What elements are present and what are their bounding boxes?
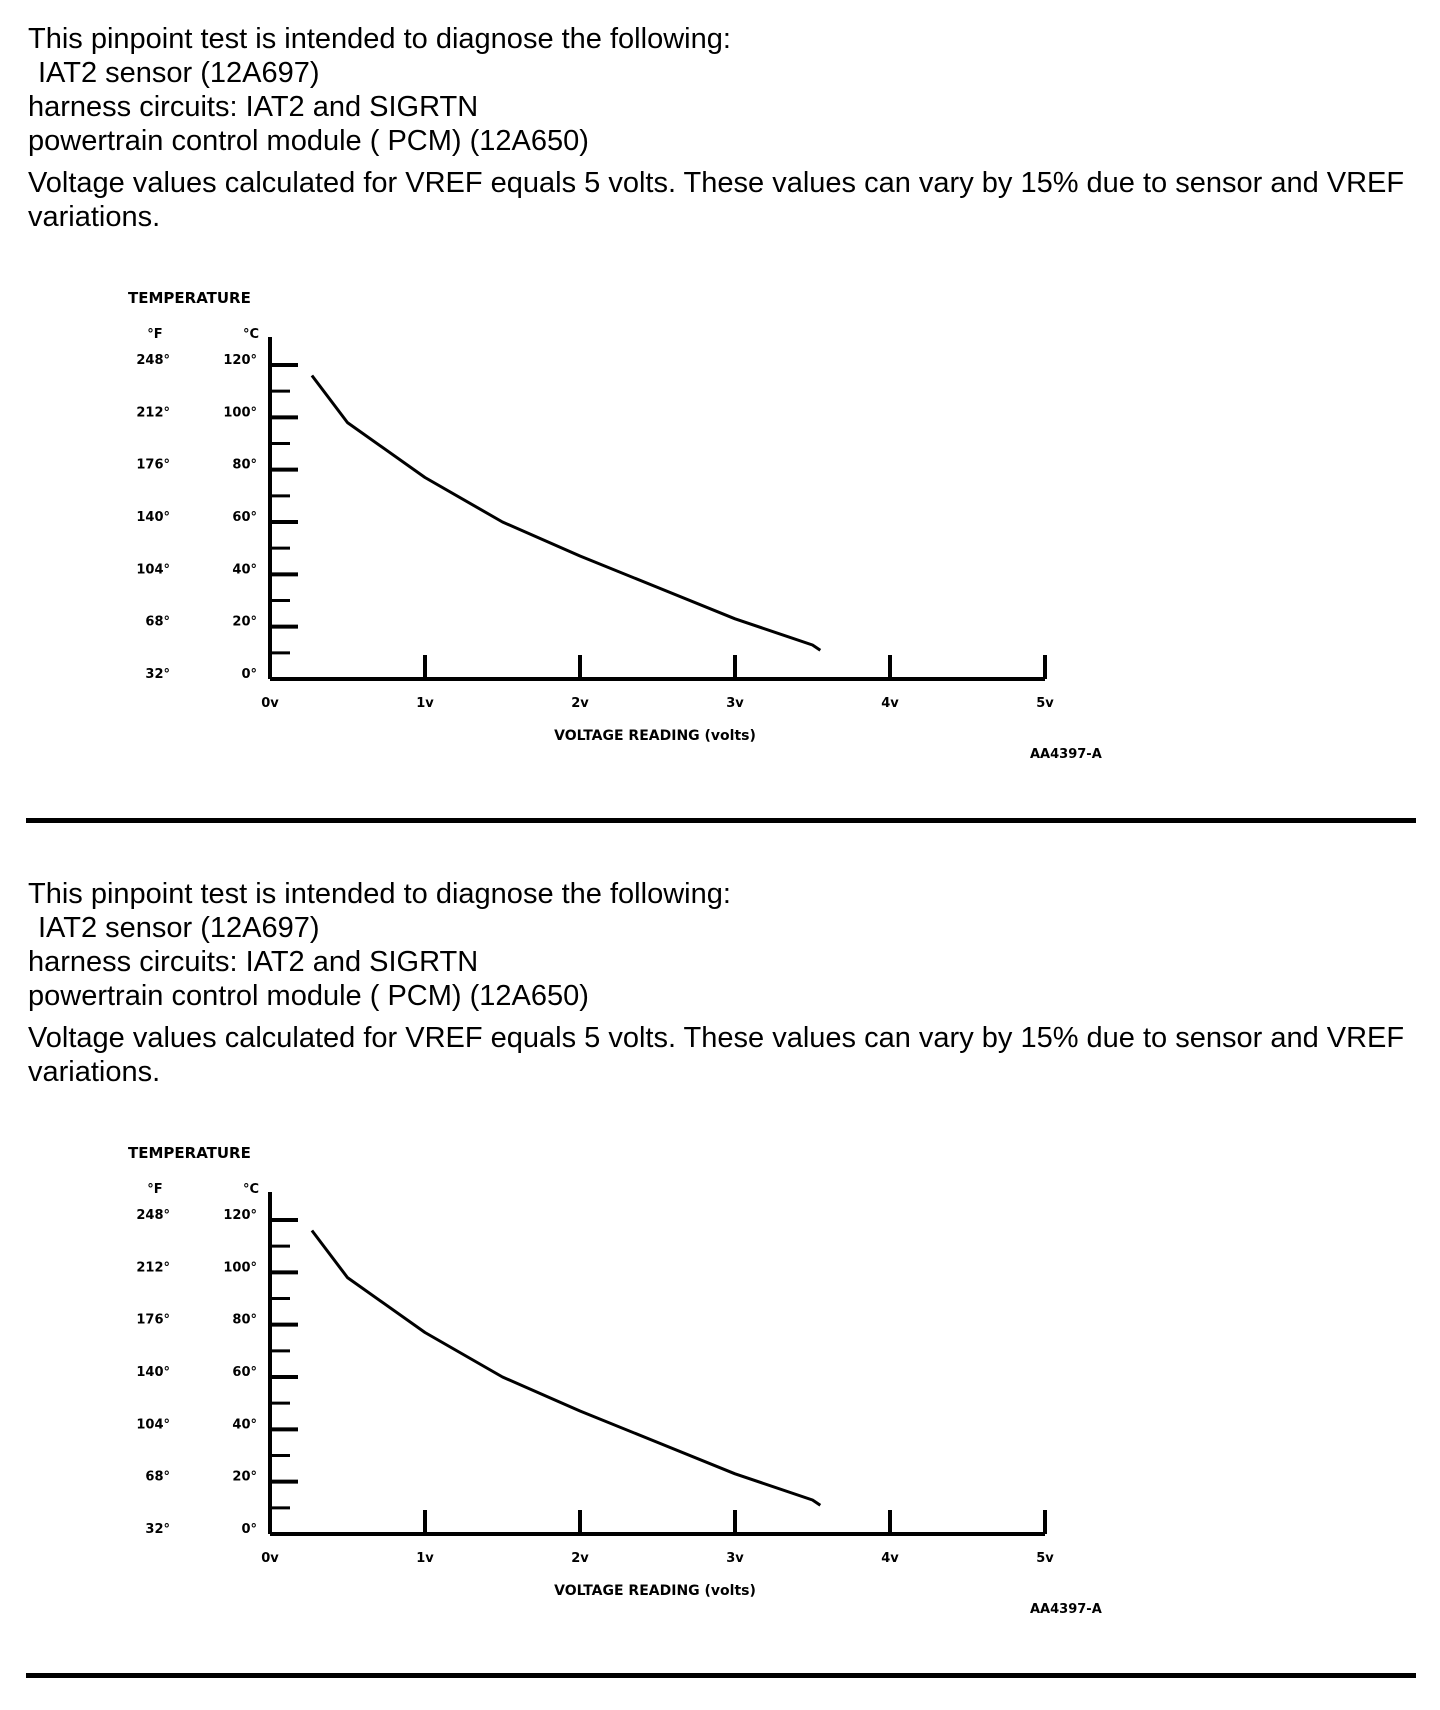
y-tick-label-c: 60° <box>232 1365 257 1380</box>
component-item: harness circuits: IAT2 and SIGRTN <box>28 946 479 978</box>
x-tick-label: 5v <box>1036 696 1054 711</box>
component-item: powertrain control module ( PCM) (12A650) <box>28 125 589 157</box>
pinpoint-test-section <box>0 855 1440 1710</box>
y-tick-label-f: 104° <box>136 562 170 578</box>
data-curve <box>312 1231 820 1506</box>
y-tick-label-c: 0° <box>241 1522 257 1537</box>
y-tick-label-f: 176° <box>136 1312 170 1328</box>
chart-title: TEMPERATURE <box>128 1144 251 1162</box>
x-tick-label: 3v <box>726 1551 744 1566</box>
component-item: powertrain control module ( PCM) (12A650) <box>28 980 589 1012</box>
y-unit-f: °F <box>147 327 163 342</box>
x-tick-label: 0v <box>261 1551 279 1566</box>
data-curve <box>312 376 820 651</box>
component-item: IAT2 sensor (12A697) <box>38 912 320 944</box>
y-tick-label-f: 248° <box>136 353 170 368</box>
y-tick-label-f: 140° <box>136 1365 170 1380</box>
x-tick-label: 4v <box>881 1551 899 1566</box>
component-item: IAT2 sensor (12A697) <box>38 57 320 89</box>
intro-heading: This pinpoint test is intended to diagnose the following: <box>28 23 731 55</box>
figure-id: AA4397-A <box>1030 747 1102 762</box>
x-tick-label: 2v <box>571 1551 589 1566</box>
intro-text <box>28 22 1408 234</box>
y-tick-label-f: 212° <box>136 1260 170 1276</box>
y-tick-label-c: 20° <box>232 1469 257 1485</box>
vref-note: Voltage values calculated for VREF equals 5 volts. These values can vary by 15% due to sensor and VREF variations. <box>28 167 1405 233</box>
vref-note: Voltage values calculated for VREF equals 5 volts. These values can vary by 15% due to sensor and VREF variations. <box>28 1022 1405 1088</box>
y-tick-label-c: 100° <box>223 405 257 421</box>
y-tick-label-c: 40° <box>232 562 257 578</box>
x-axis-label: VOLTAGE READING (volts) <box>554 728 756 744</box>
x-tick-label: 1v <box>416 696 434 711</box>
y-tick-label-f: 176° <box>136 457 170 473</box>
chart-title: TEMPERATURE <box>128 289 251 307</box>
x-tick-label: 1v <box>416 1551 434 1566</box>
y-tick-label-c: 40° <box>232 1417 257 1433</box>
x-tick-label: 5v <box>1036 1551 1054 1566</box>
y-tick-label-c: 80° <box>232 457 257 473</box>
section-divider <box>26 1673 1416 1678</box>
component-item: harness circuits: IAT2 and SIGRTN <box>28 91 479 123</box>
x-tick-label: 0v <box>261 696 279 711</box>
figure-id: AA4397-A <box>1030 1602 1102 1617</box>
x-tick-label: 3v <box>726 696 744 711</box>
intro-heading: This pinpoint test is intended to diagnose the following: <box>28 878 731 910</box>
intro-text <box>28 877 1408 1089</box>
section-divider <box>26 818 1416 823</box>
y-tick-label-c: 20° <box>232 614 257 630</box>
y-tick-label-f: 32° <box>145 1522 170 1537</box>
y-tick-label-c: 100° <box>223 1260 257 1276</box>
y-tick-label-c: 120° <box>223 1208 257 1223</box>
y-tick-label-c: 60° <box>232 510 257 525</box>
y-tick-label-c: 0° <box>241 667 257 682</box>
x-tick-label: 2v <box>571 696 589 711</box>
y-tick-label-f: 68° <box>145 1469 170 1485</box>
y-tick-label-f: 68° <box>145 614 170 630</box>
y-tick-label-f: 32° <box>145 667 170 682</box>
x-tick-label: 4v <box>881 696 899 711</box>
y-tick-label-f: 248° <box>136 1208 170 1223</box>
y-unit-c: °C <box>242 1182 260 1197</box>
y-unit-c: °C <box>242 327 260 342</box>
y-unit-f: °F <box>147 1182 163 1197</box>
y-tick-label-f: 140° <box>136 510 170 525</box>
y-tick-label-f: 212° <box>136 405 170 421</box>
y-tick-label-f: 104° <box>136 1417 170 1433</box>
y-tick-label-c: 80° <box>232 1312 257 1328</box>
y-tick-label-c: 120° <box>223 353 257 368</box>
x-axis-label: VOLTAGE READING (volts) <box>554 1583 756 1599</box>
